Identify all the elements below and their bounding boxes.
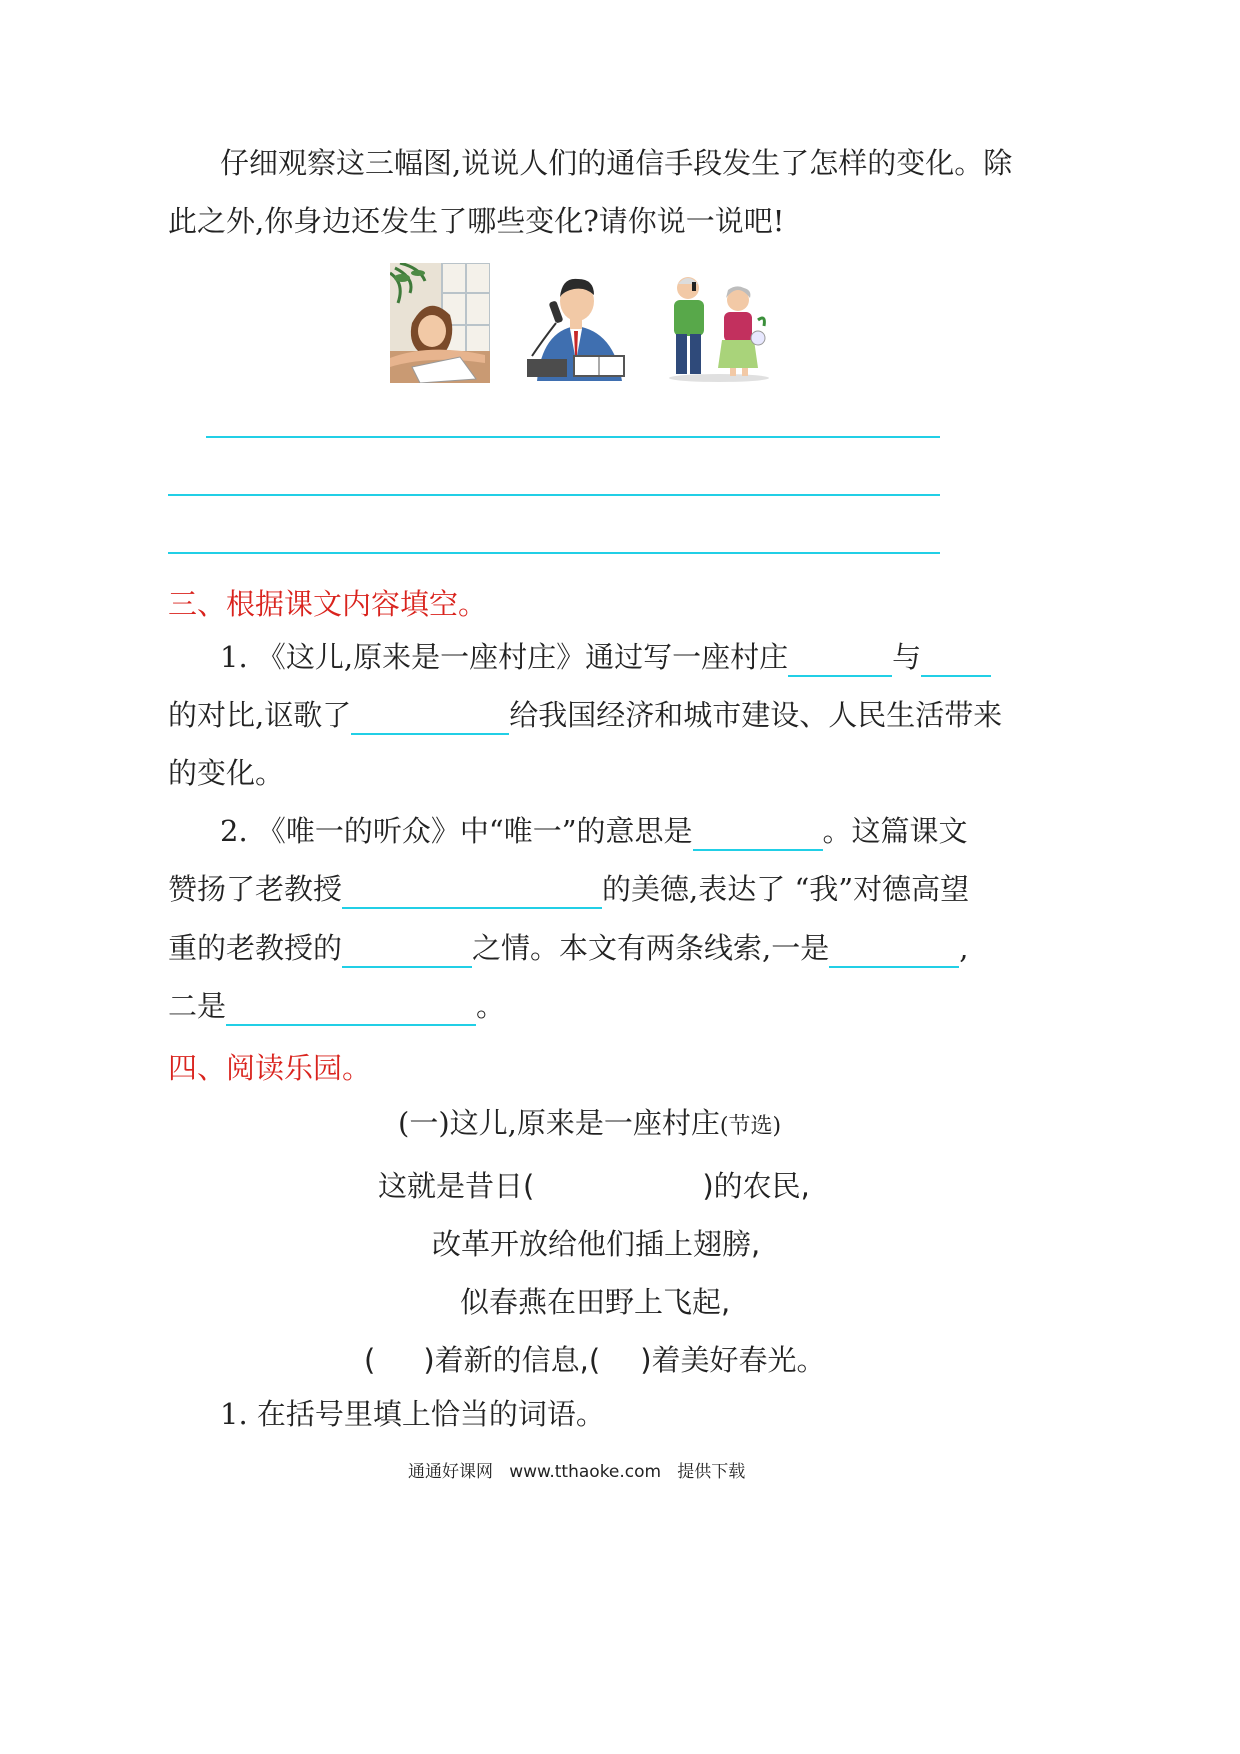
- poem-line-4-c: )着美好春光。: [640, 1343, 826, 1377]
- s3-q2-text-d: 的美德,表达了 “我”对德高望: [602, 872, 970, 906]
- s3-q2-blank-2[interactable]: [342, 877, 602, 909]
- s3-q2-line-4: [168, 986, 505, 1026]
- s3-q1-line-1: [220, 637, 991, 677]
- answer-line-2[interactable]: [168, 494, 940, 496]
- s3-q2-text-a: 2. 《唯一的听众》中“唯一”的意思是: [220, 814, 693, 848]
- answer-line-3[interactable]: [168, 552, 940, 554]
- s3-q2-blank-5[interactable]: [226, 994, 476, 1026]
- s3-q1-text-a: 1. 《这儿,原来是一座村庄》通过写一座村庄: [220, 640, 789, 674]
- s3-q1-text-b: 与: [892, 640, 922, 674]
- s3-q1-blank-2[interactable]: [921, 645, 991, 677]
- mobile-phone-picture: [666, 268, 772, 382]
- s3-q2-text-c: 赞扬了老教授: [168, 872, 343, 906]
- s4-q1: 1. 在括号里填上恰当的词语。: [220, 1397, 605, 1431]
- s3-q2-text-e: 重的老教授的: [168, 931, 343, 965]
- letter-writing-picture: [390, 263, 490, 383]
- reading-title-note: (节选): [719, 1114, 782, 1139]
- poem-line-4: [364, 1338, 826, 1379]
- s3-q2-line-3: [168, 928, 968, 968]
- s3-q2-line-2: [168, 869, 969, 909]
- s3-q2-line-1: [220, 811, 968, 851]
- reading-title-main: (一)这儿,原来是一座村庄: [398, 1106, 720, 1140]
- poem-line-1-a: 这就是昔日(: [378, 1169, 535, 1203]
- page-footer: 通通好课网 www.tthaoke.com 提供下载: [408, 1462, 746, 1482]
- answer-line-1[interactable]: [206, 436, 940, 438]
- reading-title: [398, 1103, 781, 1147]
- s3-q2-text-g: ,: [959, 931, 969, 965]
- poem-line-1-b: )的农民,: [702, 1169, 810, 1203]
- poem-line-1: [378, 1164, 810, 1205]
- poem-line-4-a: (: [364, 1343, 376, 1377]
- poem-line-2: 改革开放给他们插上翅膀,: [432, 1227, 761, 1261]
- section-3-title: 三、根据课文内容填空。: [168, 587, 488, 621]
- s3-q2-blank-4[interactable]: [829, 936, 959, 968]
- s3-q2-text-h: 二是: [168, 989, 227, 1023]
- prompt-line-2: 此之外,你身边还发生了哪些变化?请你说一说吧!: [168, 204, 785, 238]
- poem-line-3: 似春燕在田野上飞起,: [460, 1285, 731, 1319]
- s3-q2-blank-1[interactable]: [693, 819, 823, 851]
- s3-q1-line-3: 的变化。: [168, 756, 285, 790]
- s3-q1-text-c: 的对比,讴歌了: [168, 698, 352, 732]
- s3-q1-text-d: 给我国经济和城市建设、人民生活带来: [509, 698, 1003, 732]
- s3-q1-blank-1[interactable]: [788, 645, 892, 677]
- s3-q2-text-b: 。这篇课文: [822, 814, 968, 848]
- s3-q2-text-i: 。: [476, 989, 506, 1023]
- poem-line-4-b: )着新的信息,(: [423, 1343, 601, 1377]
- prompt-line-1: 仔细观察这三幅图,说说人们的通信手段发生了怎样的变化。除: [220, 146, 1013, 180]
- s3-q2-text-f: 之情。本文有两条线索,一是: [472, 931, 830, 965]
- section-4-title: 四、阅读乐园。: [168, 1051, 372, 1085]
- s3-q1-blank-3[interactable]: [351, 703, 509, 735]
- s3-q1-line-2: [168, 695, 1002, 735]
- s3-q2-blank-3[interactable]: [342, 936, 472, 968]
- telephone-picture: [522, 271, 630, 381]
